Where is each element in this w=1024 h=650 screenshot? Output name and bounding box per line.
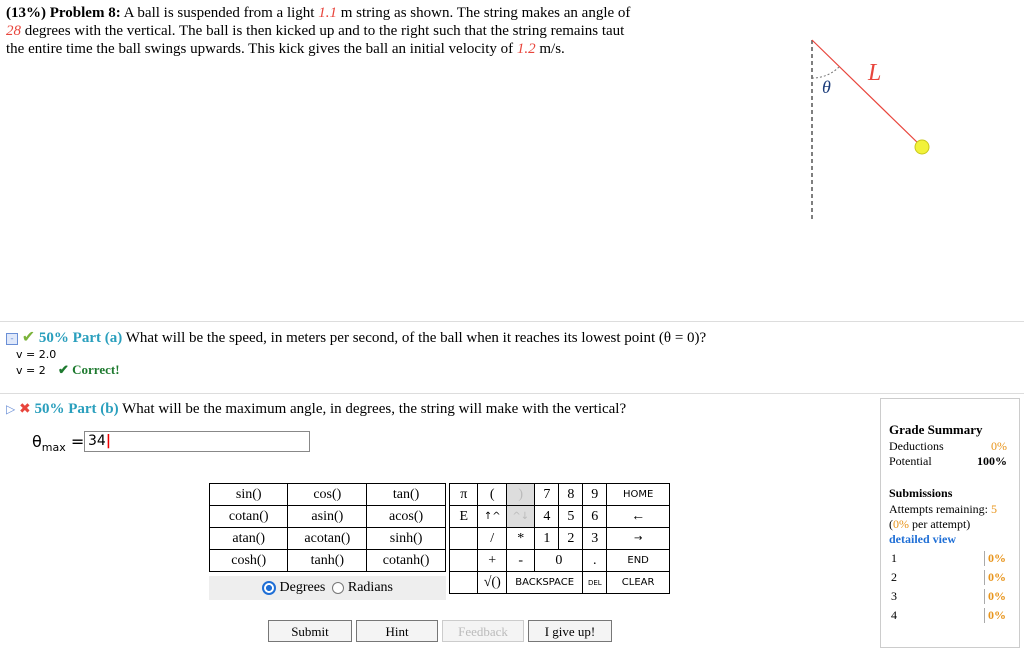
key-blank	[450, 572, 478, 594]
answer-variable-label	[32, 432, 84, 454]
key-right-arrow[interactable]: →	[607, 528, 670, 550]
key-superscript-down[interactable]: ^↓	[506, 506, 534, 528]
key-9[interactable]: 9	[583, 484, 607, 506]
submission-score: 0%	[984, 551, 1006, 566]
problem-label: Problem 8:	[49, 5, 121, 21]
problem-text-2: m string as shown. The string makes an angle of	[336, 5, 631, 21]
submit-button[interactable]: Submit	[268, 620, 352, 642]
submission-number: 4	[891, 608, 897, 622]
equals-sign: =	[70, 432, 85, 451]
hint-button[interactable]: Hint	[356, 620, 438, 642]
attempts-label: Attempts remaining:	[889, 502, 991, 516]
answer-value: 34	[88, 433, 106, 449]
key-pi[interactable]: π	[450, 484, 478, 506]
key-2[interactable]: 2	[559, 528, 583, 550]
part-a-attempt-2: v = 2	[16, 364, 46, 377]
key-6[interactable]: 6	[583, 506, 607, 528]
give-up-button[interactable]: I give up!	[528, 620, 612, 642]
key-5[interactable]: 5	[559, 506, 583, 528]
pendulum-figure	[790, 30, 960, 230]
numeric-keypad	[449, 483, 670, 594]
deductions-value: 0%	[991, 439, 1007, 453]
divider	[0, 393, 1024, 394]
key-sin[interactable]: sin()	[210, 484, 288, 506]
key-3[interactable]: 3	[583, 528, 607, 550]
part-b-header	[6, 401, 626, 418]
problem-velocity: 1.2	[516, 41, 536, 57]
problem-text-4: m/s.	[535, 41, 565, 57]
correct-badge: ✔ Correct!	[58, 362, 120, 377]
cross-icon: ✖	[18, 402, 31, 417]
part-b-percent: 50%	[34, 401, 65, 417]
submission-number: 1	[891, 551, 897, 565]
key-divide[interactable]: /	[478, 528, 506, 550]
divider	[0, 321, 1024, 322]
key-tanh[interactable]: tanh()	[288, 550, 367, 572]
key-7[interactable]: 7	[535, 484, 559, 506]
key-backspace[interactable]: BACKSPACE	[506, 572, 582, 594]
play-icon[interactable]: ▷	[6, 402, 16, 416]
per-attempt-note	[889, 517, 970, 532]
key-tan[interactable]: tan()	[367, 484, 446, 506]
problem-length: 1.1	[318, 5, 337, 21]
submission-number: 2	[891, 570, 897, 584]
angle-mode-selector	[209, 576, 446, 600]
potential-value: 100%	[977, 454, 1007, 468]
per-attempt-value: 0%	[893, 517, 909, 531]
key-end[interactable]: END	[607, 550, 670, 572]
deductions-label: Deductions	[889, 439, 944, 453]
key-plus[interactable]: +	[478, 550, 506, 572]
problem-percent: (13%)	[6, 5, 46, 21]
part-a-header	[6, 327, 706, 347]
radians-label: Radians	[347, 580, 393, 595]
attempts-value: 5	[990, 502, 997, 516]
key-cotanh[interactable]: cotanh()	[367, 550, 446, 572]
variable-subscript: max	[41, 441, 66, 455]
key-8[interactable]: 8	[559, 484, 583, 506]
theta-label: θ	[822, 77, 831, 97]
key-blank	[450, 528, 478, 550]
key-acotan[interactable]: acotan()	[288, 528, 367, 550]
key-blank	[450, 550, 478, 572]
submissions-title: Submissions	[889, 486, 953, 500]
key-atan[interactable]: atan()	[210, 528, 288, 550]
problem-text-1: A ball is suspended from a light	[123, 5, 319, 21]
degrees-label: Degrees	[279, 580, 326, 595]
collapse-icon[interactable]: -	[6, 333, 18, 345]
part-a-percent: 50%	[38, 330, 69, 346]
problem-statement	[6, 4, 646, 58]
detailed-view-link[interactable]: detailed view	[889, 532, 956, 546]
ball-icon	[915, 140, 929, 154]
submission-score: 0%	[984, 589, 1006, 604]
part-a-attempt-1: v = 2.0	[16, 348, 57, 361]
key-1[interactable]: 1	[535, 528, 559, 550]
part-a-question: What will be the speed, in meters per second, of the ball when it reaches its lowest point (θ = 0)?	[125, 330, 707, 346]
grade-summary-panel	[880, 398, 1020, 648]
length-label: L	[868, 60, 882, 86]
feedback-button: Feedback	[442, 620, 524, 642]
variable-symbol: θ	[32, 432, 42, 451]
grade-summary-title: Grade Summary	[889, 422, 983, 437]
part-a-label: Part (a)	[72, 330, 123, 346]
key-cos[interactable]: cos()	[288, 484, 367, 506]
key-cotan[interactable]: cotan()	[210, 506, 288, 528]
part-b-label: Part (b)	[68, 401, 119, 417]
per-attempt-open: (	[889, 517, 893, 531]
submission-number: 3	[891, 589, 897, 603]
key-right-paren[interactable]: )	[506, 484, 534, 506]
attempts-remaining	[889, 502, 1021, 517]
per-attempt-close: per attempt)	[909, 517, 971, 531]
problem-text-3: degrees with the vertical. The ball is then kicked up and to the right such that the string remains taut the entire time the ball swings upwards. This kick gives the ball an initial velocity of	[6, 23, 625, 57]
key-delete[interactable]: DEL	[583, 572, 607, 594]
key-left-arrow[interactable]: ←	[607, 506, 670, 528]
part-b-question: What will be the maximum angle, in degrees, the string will make with the vertical?	[122, 401, 627, 417]
check-icon: ✔	[21, 329, 36, 346]
key-left-paren[interactable]: (	[478, 484, 506, 506]
potential-label: Potential	[889, 454, 932, 468]
key-home[interactable]: HOME	[607, 484, 670, 506]
problem-angle: 28	[6, 23, 21, 39]
key-sinh[interactable]: sinh()	[367, 528, 446, 550]
radians-radio[interactable]	[332, 582, 344, 594]
submission-score: 0%	[984, 608, 1006, 623]
submission-score: 0%	[984, 570, 1006, 585]
key-0[interactable]: 0	[535, 550, 583, 572]
key-minus[interactable]: -	[506, 550, 534, 572]
key-multiply[interactable]: *	[506, 528, 534, 550]
key-E[interactable]: E	[450, 506, 478, 528]
text-cursor: |	[105, 433, 111, 449]
key-superscript-up[interactable]: ↑^	[478, 506, 506, 528]
key-4[interactable]: 4	[535, 506, 559, 528]
degrees-radio[interactable]	[262, 581, 276, 595]
function-keypad	[209, 483, 446, 572]
key-clear[interactable]: CLEAR	[607, 572, 670, 594]
answer-input[interactable]	[84, 431, 310, 452]
key-cosh[interactable]: cosh()	[210, 550, 288, 572]
key-decimal[interactable]: .	[583, 550, 607, 572]
key-sqrt[interactable]: √()	[478, 572, 506, 594]
key-asin[interactable]: asin()	[288, 506, 367, 528]
key-acos[interactable]: acos()	[367, 506, 446, 528]
